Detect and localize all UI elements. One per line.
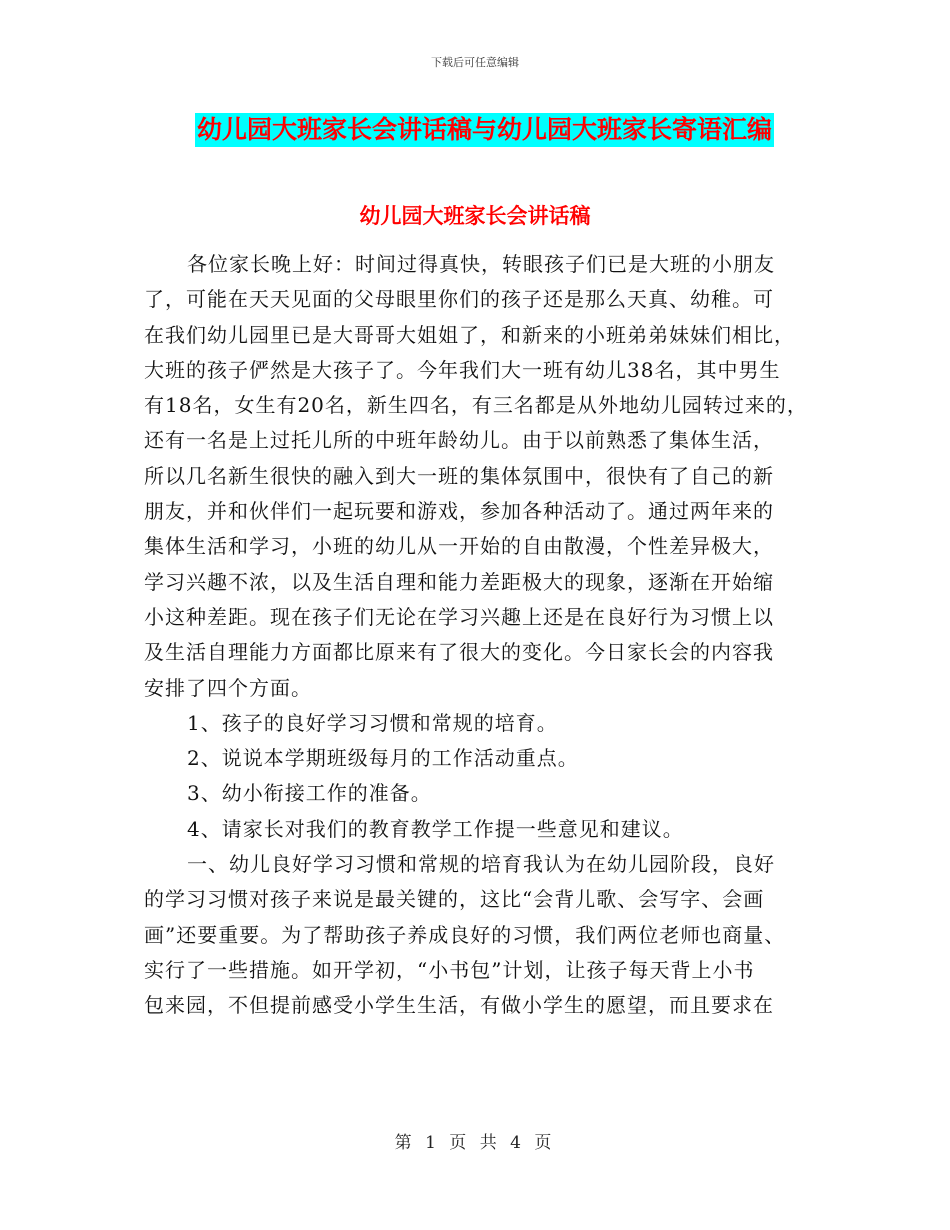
header-note: 下载后可任意编辑: [431, 56, 519, 69]
paragraph-line: 一、幼儿良好学习习惯和常规的培育我认为在幼儿园阶段，良好: [187, 852, 775, 877]
paragraph-line: 安排了四个方面。: [144, 675, 312, 700]
paragraph-line: 及生活自理能力方面都比原来有了很大的变化。今日家长会的内容我: [144, 640, 774, 665]
paragraph-line: 包来园，不但提前感受小学生生活，有做小学生的愿望，而且要求在: [144, 993, 774, 1018]
page-number: 第 1 页 共 4 页: [394, 1133, 556, 1153]
paragraph-line: 集体生活和学习，小班的幼儿从一开始的自由散漫，个性差异极大，: [144, 534, 774, 559]
paragraph-line: 各位家长晚上好：时间过得真快，转眼孩子们已是大班的小朋友: [187, 252, 775, 276]
paragraph-line: 的学习习惯对孩子来说是最关键的，这比“会背儿歌、会写字、会画: [144, 887, 765, 912]
body-text: [144, 247, 834, 1024]
section-title: 幼儿园大班家长会讲话稿: [359, 204, 591, 228]
paragraph-line: 画”还要重要。为了帮助孩子养成良好的习惯，我们两位老师也商量、: [144, 922, 786, 947]
list-item: 4、请家长对我们的教育教学工作提一些意见和建议。: [187, 816, 684, 841]
document-title: 幼儿园大班家长会讲话稿与幼儿园大班家长寄语汇编: [195, 113, 774, 147]
paragraph-line: 朋友，并和伙伴们一起玩要和游戏，参加各种活动了。通过两年来的: [144, 499, 774, 524]
paragraph-line: 学习兴趣不浓，以及生活自理和能力差距极大的现象，逐渐在开始缩: [144, 569, 774, 594]
paragraph-line: 所以几名新生很快的融入到大一班的集体氛围中，很快有了自己的新: [144, 463, 774, 488]
paragraph-line: 实行了一些措施。如开学初，“小书包”计划，让孩子每天背上小书: [144, 957, 755, 982]
paragraph-line: 有18名，女生有20名，新生四名，有三名都是从外地幼儿园转过来的，: [144, 393, 808, 418]
paragraph-line: 小这种差距。现在孩子们无论在学习兴趣上还是在良好行为习惯上以: [144, 604, 774, 629]
paragraph-line: 了，可能在天天见面的父母眼里你们的孩子还是那么天真、幼稚。可: [144, 287, 774, 312]
list-item: 1、孩子的良好学习习惯和常规的培育。: [187, 710, 558, 735]
paragraph-line: 还有一名是上过托儿所的中班年龄幼儿。由于以前熟悉了集体生活，: [144, 428, 774, 453]
paragraph-line: 大班的孩子俨然是大孩子了。今年我们大一班有幼儿38名，其中男生: [144, 357, 781, 382]
paragraph-line: 在我们幼儿园里已是大哥哥大姐姐了，和新来的小班弟弟妹妹们相比，: [144, 322, 795, 347]
list-item: 3、幼小衔接工作的准备。: [187, 781, 432, 806]
list-item: 2、说说本学期班级每月的工作活动重点。: [187, 746, 579, 771]
